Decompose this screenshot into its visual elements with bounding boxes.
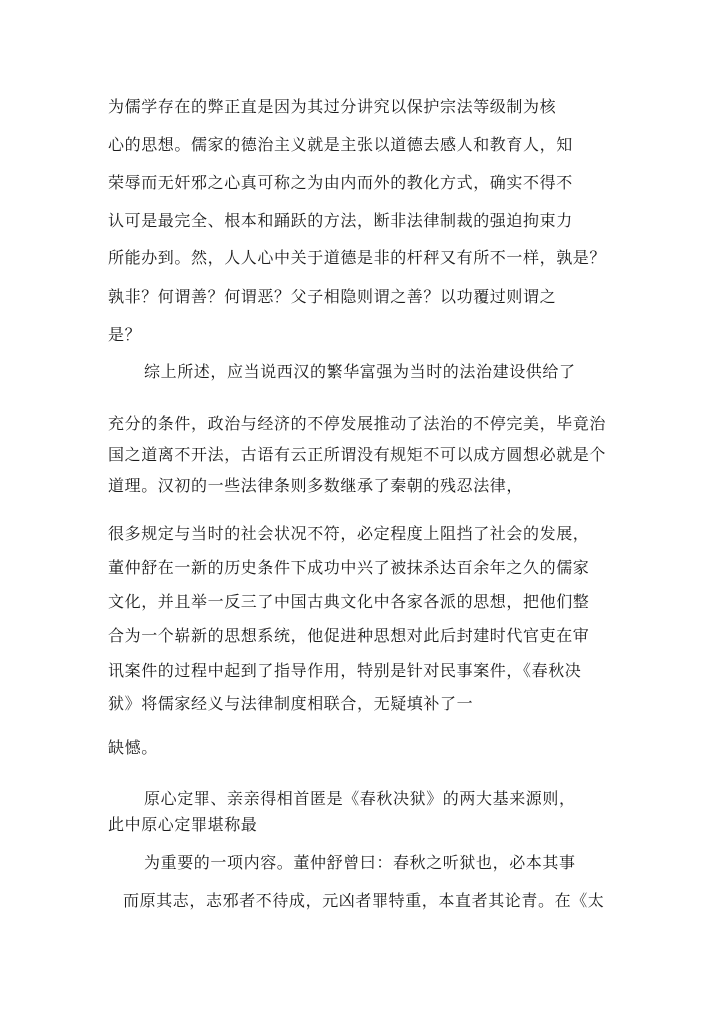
text-line-17: 狱》将儒家经义与法律制度相联合，无疑填补了一 (108, 694, 474, 713)
text-line-4: 认可是最完全、根本和踊跃的方法，断非法律制裁的强迫拘束力 (108, 211, 573, 230)
text-line-20: 此中原心定罪堪称最 (108, 815, 258, 834)
text-line-19: 原心定罪、亲亲得相首匿是《春秋决狱》的两大基来源则， (144, 789, 576, 808)
text-line-21: 为重要的一项内容。董仲舒曾曰：春秋之听狱也，必本其事 (144, 853, 576, 872)
text-line-1: 为儒学存在的弊正直是因为其过分讲究以保护宗法等级制为核 (108, 97, 557, 116)
text-line-6: 孰非？何谓善？何谓恶？父子相隐则谓之善？以功覆过则谓之 (108, 287, 557, 306)
text-line-9: 充分的条件，政治与经济的不停发展推动了法治的不停完美，毕竟治 (108, 414, 607, 433)
text-line-22: 而原其志，志邪者不待成，元凶者罪特重，本直者其论青。在《太 (123, 891, 605, 910)
text-line-13: 董仲舒在一新的历史条件下成功中兴了被抹杀达百余年之久的儒家 (108, 558, 590, 577)
text-line-16: 讯案件的过程中起到了指导作用，特别是针对民事案件，《春秋决 (108, 661, 582, 680)
text-line-7: 是？ (108, 325, 142, 344)
text-line-8: 综上所述，应当说西汉的繁华富强为当时的法治建设供给了 (144, 362, 576, 381)
text-line-11: 道理。汉初的一些法律条则多数继承了秦朝的残忍法律， (108, 476, 524, 495)
text-line-18: 缺憾。 (108, 738, 158, 757)
text-line-15: 合为一个崭新的思想系统，他促进种思想对此后封建时代官吏在审 (108, 626, 590, 645)
text-line-2: 心的思想。儒家的德治主义就是主张以道德去感人和教育人，知 (108, 135, 573, 154)
text-line-10: 国之道离不开法，古语有云正所谓没有规矩不可以成方圆想必就是个 (108, 445, 607, 464)
text-line-14: 文化，并且举一反三了中国古典文化中各家各派的思想，把他们整 (108, 592, 590, 611)
text-line-5: 所能办到。然，人人心中关于道德是非的杆秤又有所不一样，孰是？ (108, 248, 607, 267)
text-line-12: 很多规定与当时的社会状况不符，必定程度上阻挡了社会的发展， (108, 524, 590, 543)
text-line-3: 荣辱而无奸邪之心真可称之为由内而外的教化方式，确实不得不 (108, 173, 573, 192)
